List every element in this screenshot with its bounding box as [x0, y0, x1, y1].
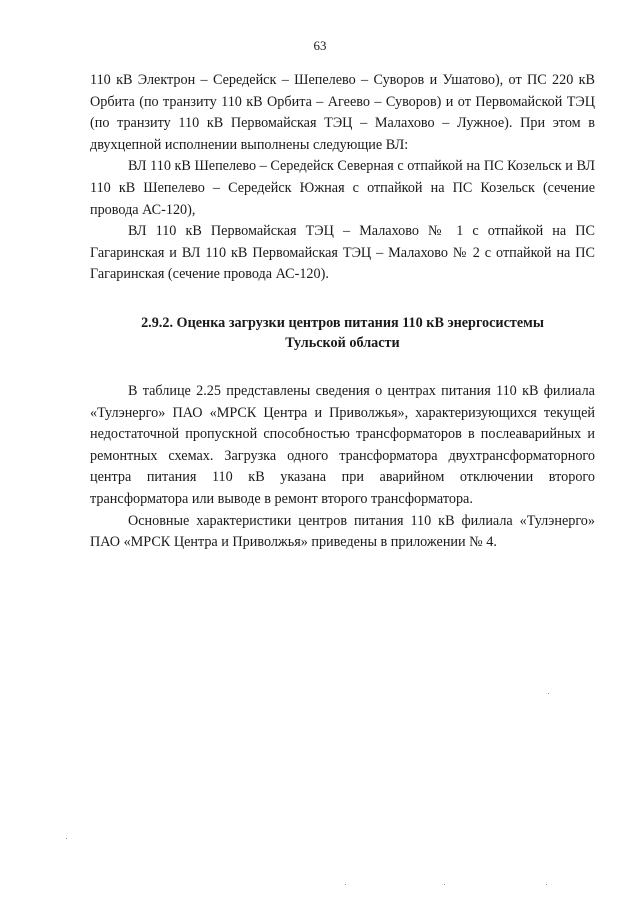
section-heading-line-2: Тульской области [285, 334, 400, 351]
scan-speck [548, 693, 549, 694]
document-body [90, 70, 595, 554]
scan-speck [546, 884, 547, 885]
section-heading-line-1: 2.9.2. Оценка загрузки центров питания 110 кВ энергосистемы [141, 314, 544, 331]
scan-speck [345, 884, 346, 885]
scan-speck [66, 838, 67, 839]
paragraph-vl-pervomaiskaya: ВЛ 110 кВ Первомайская ТЭЦ – Малахово № 1 с отпайкой на ПС Гагаринская и ВЛ 110 кВ Первомайская ТЭЦ – Малахово № 2 с отпайкой на ПС Гагаринская (сечение провода АС-120). [90, 223, 595, 283]
section-heading [90, 313, 595, 353]
paragraph-table-reference: В таблице 2.25 представлены сведения о центрах питания 110 кВ филиала «Тулэнерго» ПАО «МРСК Центра и Приволжья», характеризующихся текущей недостаточной пропускной способностью трансформаторов в послеаварийных и ремонтных схемах. Загрузка одного трансформатора двухтрансформаторного центра питания 110 кВ указана при аварийном отключении второго трансформатора или выводе в ремонт второго трансформатора. [90, 382, 595, 507]
page-number: 63 [313, 38, 327, 53]
paragraph-appendix-reference: Основные характеристики центров питания 110 кВ филиала «Тулэнерго» ПАО «МРСК Центра и Приволжья» приведены в приложении № 4. [90, 512, 595, 551]
paragraph-vl-shepelevo: ВЛ 110 кВ Шепелево – Середейск Северная с отпайкой на ПС Козельск и ВЛ 110 кВ Шепелево – Середейск Южная с отпайкой на ПС Козельск (сечение провода АС-120), [90, 158, 595, 218]
scan-speck [444, 884, 445, 885]
paragraph-transit-continuation: 110 кВ Электрон – Середейск – Шепелево – Суворов и Ушатово), от ПС 220 кВ Орбита (по транзиту 110 кВ Орбита – Агеево – Суворов) и от Первомайской ТЭЦ (по транзиту 110 кВ Первомайская ТЭЦ – Малахово – Лужное). При этом в двухцепной исполнении выполнены следующие ВЛ: [90, 72, 595, 153]
